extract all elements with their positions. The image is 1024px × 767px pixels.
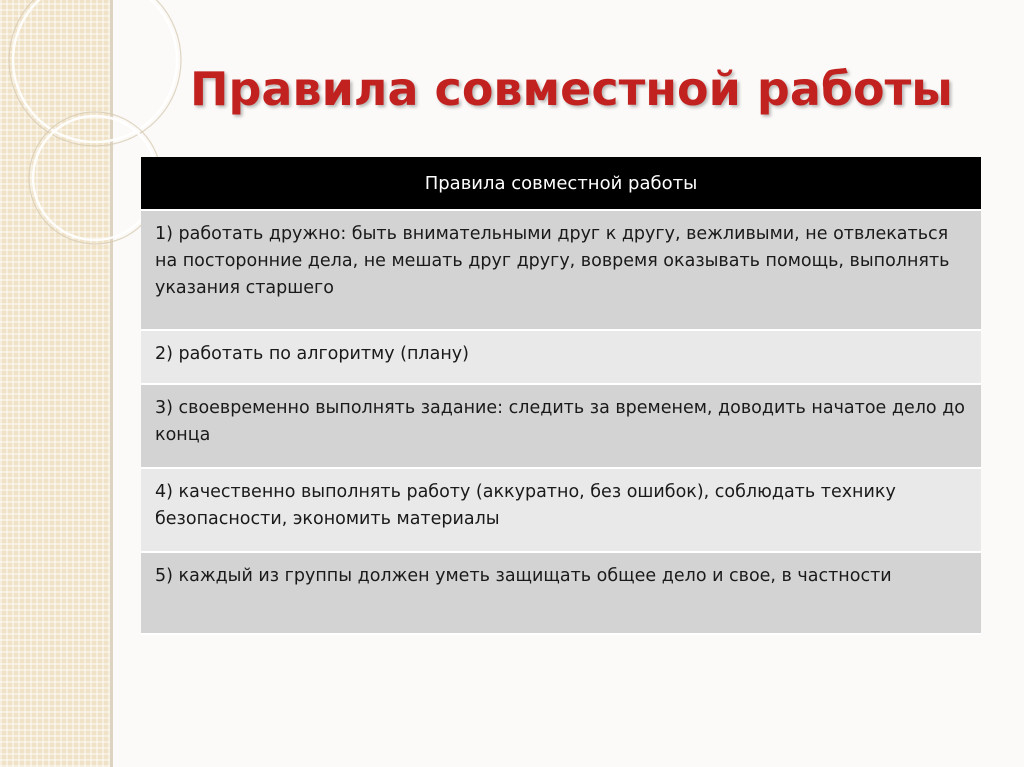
table-row <box>141 384 981 468</box>
table-row <box>141 552 981 634</box>
table-row <box>141 468 981 552</box>
rules-table <box>141 157 981 635</box>
rule-5: 5) каждый из группы должен уметь защищать общее дело и свое, в частности <box>141 552 981 634</box>
rule-1: 1) работать дружно: быть внимательными друг к другу, вежливыми, не отвлекаться на посторонние дела, не мешать друг другу, вовремя оказывать помощь, выполнять указания старшего <box>141 210 981 330</box>
rule-3: 3) своевременно выполнять задание: следить за временем, доводить начатое дело до конца <box>141 384 981 468</box>
slide-title: Правила совместной работы <box>190 62 953 116</box>
table-header: Правила совместной работы <box>141 157 981 210</box>
table-row <box>141 210 981 330</box>
rule-4: 4) качественно выполнять работу (аккуратно, без ошибок), соблюдать технику безопасности, экономить материалы <box>141 468 981 552</box>
table-row <box>141 330 981 384</box>
rule-2: 2) работать по алгоритму (плану) <box>141 330 981 384</box>
table-header-row <box>141 157 981 210</box>
